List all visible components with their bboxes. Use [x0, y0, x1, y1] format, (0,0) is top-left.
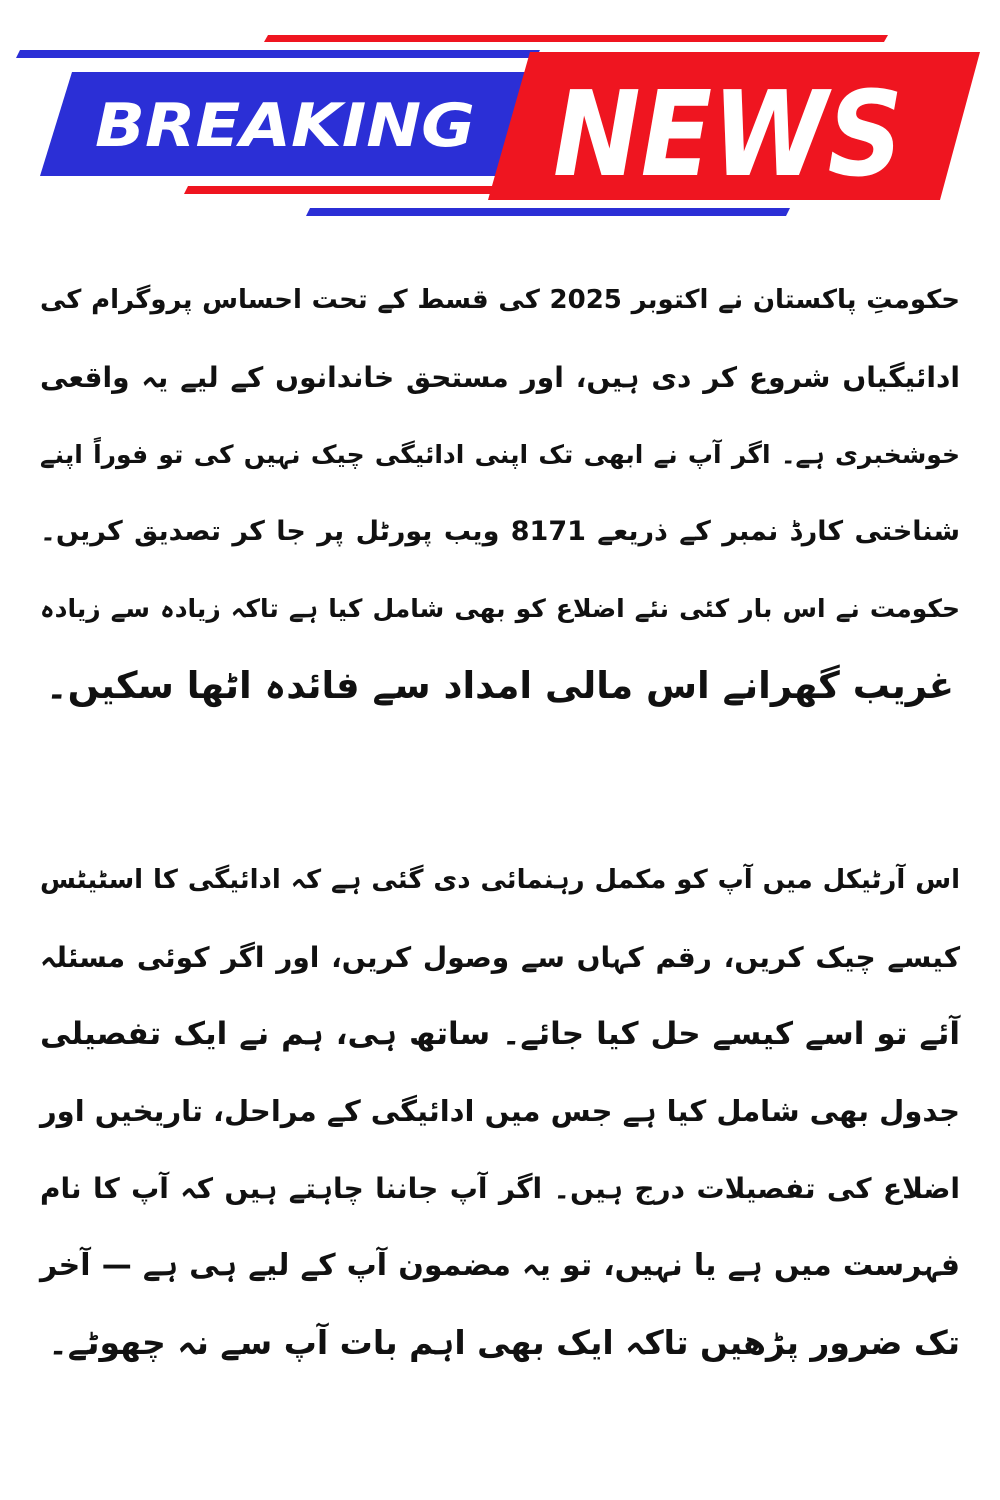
paragraph-line: اضلاع کی تفصیلات درج ہیں۔ اگر آپ جاننا چاہتے ہیں کہ آپ کا نام	[40, 1172, 960, 1205]
bottom-blue-stripe	[306, 208, 790, 216]
paragraph-line: شناختی کارڈ نمبر کے ذریعے 8171 ویب پورٹل پر جا کر تصدیق کریں۔	[40, 516, 960, 547]
paragraph-line: آئے تو اسے کیسے حل کیا جائے۔ ساتھ ہی، ہم نے ایک تفصیلی	[40, 1016, 960, 1052]
upper-blue-stripe	[16, 50, 540, 58]
paragraph-line: اس آرٹیکل میں آپ کو مکمل رہنمائی دی گئی ہے کہ ادائیگی کا اسٹیٹس	[40, 865, 960, 895]
paragraph-line: تک ضرور پڑھیں تاکہ ایک بھی اہم بات آپ سے نہ چھوٹے۔	[48, 1323, 960, 1362]
paragraph-line: کیسے چیک کریں، رقم کہاں سے وصول کریں، اور اگر کوئی مسئلہ	[40, 941, 960, 974]
top-red-stripe	[264, 35, 888, 42]
paragraph-line: حکومتِ پاکستان نے اکتوبر 2025 کی قسط کے تحت احساس پروگرام کی	[40, 285, 960, 315]
paragraph-line: غریب گھرانے اس مالی امداد سے فائدہ اٹھا سکیں۔	[45, 664, 955, 707]
paragraph-line: خوشخبری ہے۔ اگر آپ نے ابھی تک اپنی ادائیگی چیک نہیں کی تو فوراً اپنے	[40, 440, 960, 469]
breaking-word: BREAKING	[95, 91, 475, 161]
news-word: NEWS	[553, 65, 903, 203]
paragraph-line: ادائیگیاں شروع کر دی ہیں، اور مستحق خاندانوں کے لیے یہ واقعی	[40, 361, 960, 394]
article-paragraph-1	[40, 262, 960, 724]
paragraph-line: حکومت نے اس بار کئی نئے اضلاع کو بھی شامل کیا ہے تاکہ زیادہ سے زیادہ	[40, 594, 960, 623]
article-paragraph-2	[40, 842, 960, 1381]
paragraph-line: جدول بھی شامل کیا ہے جس میں ادائیگی کے مراحل، تاریخیں اور	[39, 1094, 960, 1128]
paragraph-line: فہرست میں ہے یا نہیں، تو یہ مضمون آپ کے لیے ہی ہے — آخر	[40, 1248, 960, 1283]
breaking-news-banner	[0, 0, 1000, 230]
